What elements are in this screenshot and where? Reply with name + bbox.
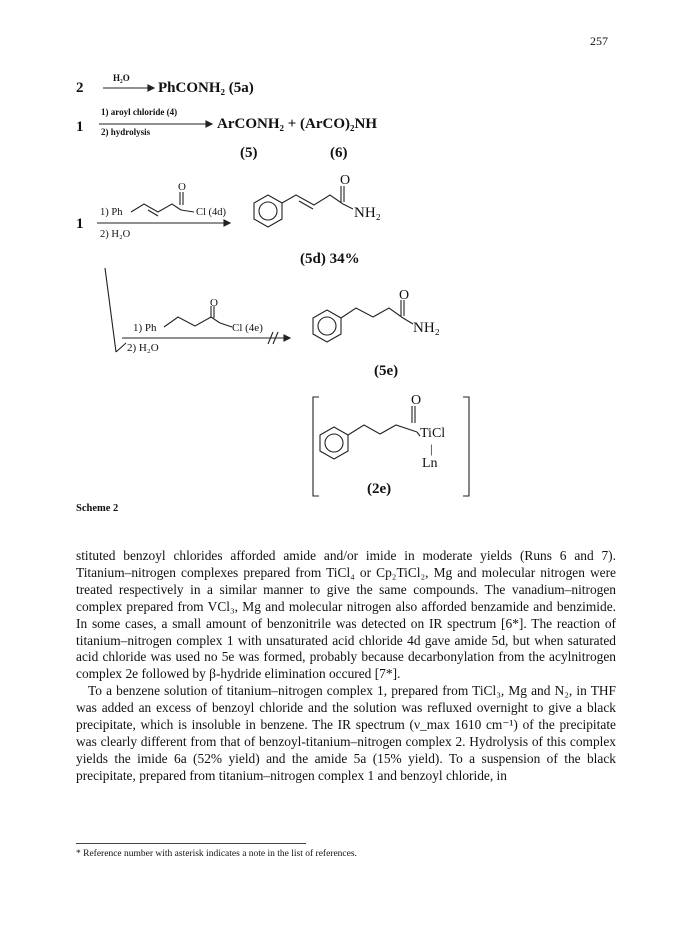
carbonyl-oxygen-5d: O — [340, 173, 351, 188]
reaction-arrow-4-crossed — [122, 332, 290, 344]
label-6: (6) — [330, 145, 348, 161]
compound-number-2: 2 — [76, 80, 84, 96]
hydrocinnamoyl-chloride-structure — [164, 306, 232, 327]
body-paragraph-1: stituted benzoyl chlorides afforded amide and/or imide in moderate yields (Runs 6 and 7). Titanium–nitrogen complexes prepared from TiCl₄ or Cp₂TiCl₂, Mg and molecular nitrogen were treated respectively in a similar manner to give the same compounds. The vanadium–nitrogen complex prepared from VCl₃, Mg and molecular nitrogen also afforded benzamide and benzimide. In some cases, a small amount of benzonitrile was detected on IR spectrum [6*]. The reaction of titanium–nitrogen complex 1 with unsaturated acid chloride 4d gave amide 5d, but when saturated acid chloride was used no 5e was formed, probably because decarbonylation from the acylnitrogen complex 2e followed by β-hydride elimination occured [7*]. — [76, 548, 616, 682]
reagent-water: H₂O — [113, 73, 130, 83]
product-5d-structure — [254, 186, 353, 227]
reagent-ph: 1) Ph — [100, 207, 123, 218]
intermediate-brackets — [313, 397, 469, 496]
reaction-arrow-2 — [99, 121, 212, 127]
amide-group-5e: NH₂ — [413, 320, 440, 336]
product-5a: PhCONH₂ (5a) — [158, 80, 254, 96]
reagent-ph-2: 1) Ph — [133, 322, 157, 334]
carbonyl-oxygen-4d: O — [178, 181, 186, 193]
titanium-ligand-bond: | — [430, 441, 433, 456]
reagent-water-2: 2) H₂O — [100, 229, 131, 240]
scheme-diagonal-line — [105, 268, 126, 352]
product-5d-label: (5d) 34% — [300, 251, 360, 267]
body-paragraph-2: To a benzene solution of titanium–nitrogen complex 1, prepared from TiCl₃, Mg and N₂, in THF was added an excess of benzoyl chloride and the solution was refluxed overnight to give a black precipitate, which is insoluble in benzene. The IR spectrum (ν_max 1610 cm⁻¹) of the precipitate was clearly different from that of benzoyl-titanium–nitrogen complex 2. Hydrolysis of this complex yields the imide 6a (52% yield) and the amide 5a (15% yield). To a suspension of the black precipitate, prepared from titanium–nitrogen complex 1 and benzoyl chloride, in — [76, 683, 616, 783]
footnote: * Reference number with asterisk indicates a note in the list of references. — [76, 849, 357, 859]
reaction-arrow-3 — [97, 220, 230, 226]
body-text — [76, 548, 616, 785]
reaction-arrow-1 — [103, 85, 154, 91]
reagent-water-3: 2) H₂O — [127, 342, 159, 354]
footnote-rule — [76, 843, 306, 844]
page-number: 257 — [590, 34, 608, 48]
reagent-4d-label: Cl (4d) — [196, 207, 227, 218]
cinnamoyl-chloride-structure — [131, 192, 194, 216]
carbonyl-oxygen-2e: O — [411, 393, 422, 408]
product-5e-structure — [313, 300, 413, 342]
products-5-6: ArCONH₂ + (ArCO)₂NH — [217, 116, 378, 132]
titanium-chloride-group: TiCl — [420, 426, 446, 441]
label-5: (5) — [240, 145, 258, 161]
reagent-hydrolysis: 2) hydrolysis — [101, 127, 151, 137]
ligand-ln: Ln — [422, 456, 438, 471]
amide-group-5d: NH₂ — [354, 205, 381, 221]
intermediate-2e-label: (2e) — [367, 481, 392, 497]
reagent-aroyl-chloride: 1) aroyl chloride (4) — [101, 107, 178, 117]
reagent-4e-label: Cl (4e) — [232, 322, 263, 334]
scheme-caption: Scheme 2 — [76, 503, 119, 514]
carbonyl-oxygen-5e: O — [399, 288, 410, 303]
product-5e-label: (5e) — [374, 363, 399, 379]
compound-number-1: 1 — [76, 119, 84, 135]
intermediate-2e-structure — [320, 406, 420, 459]
compound-number-1-b: 1 — [76, 216, 84, 232]
carbonyl-oxygen-4e: O — [210, 297, 218, 309]
